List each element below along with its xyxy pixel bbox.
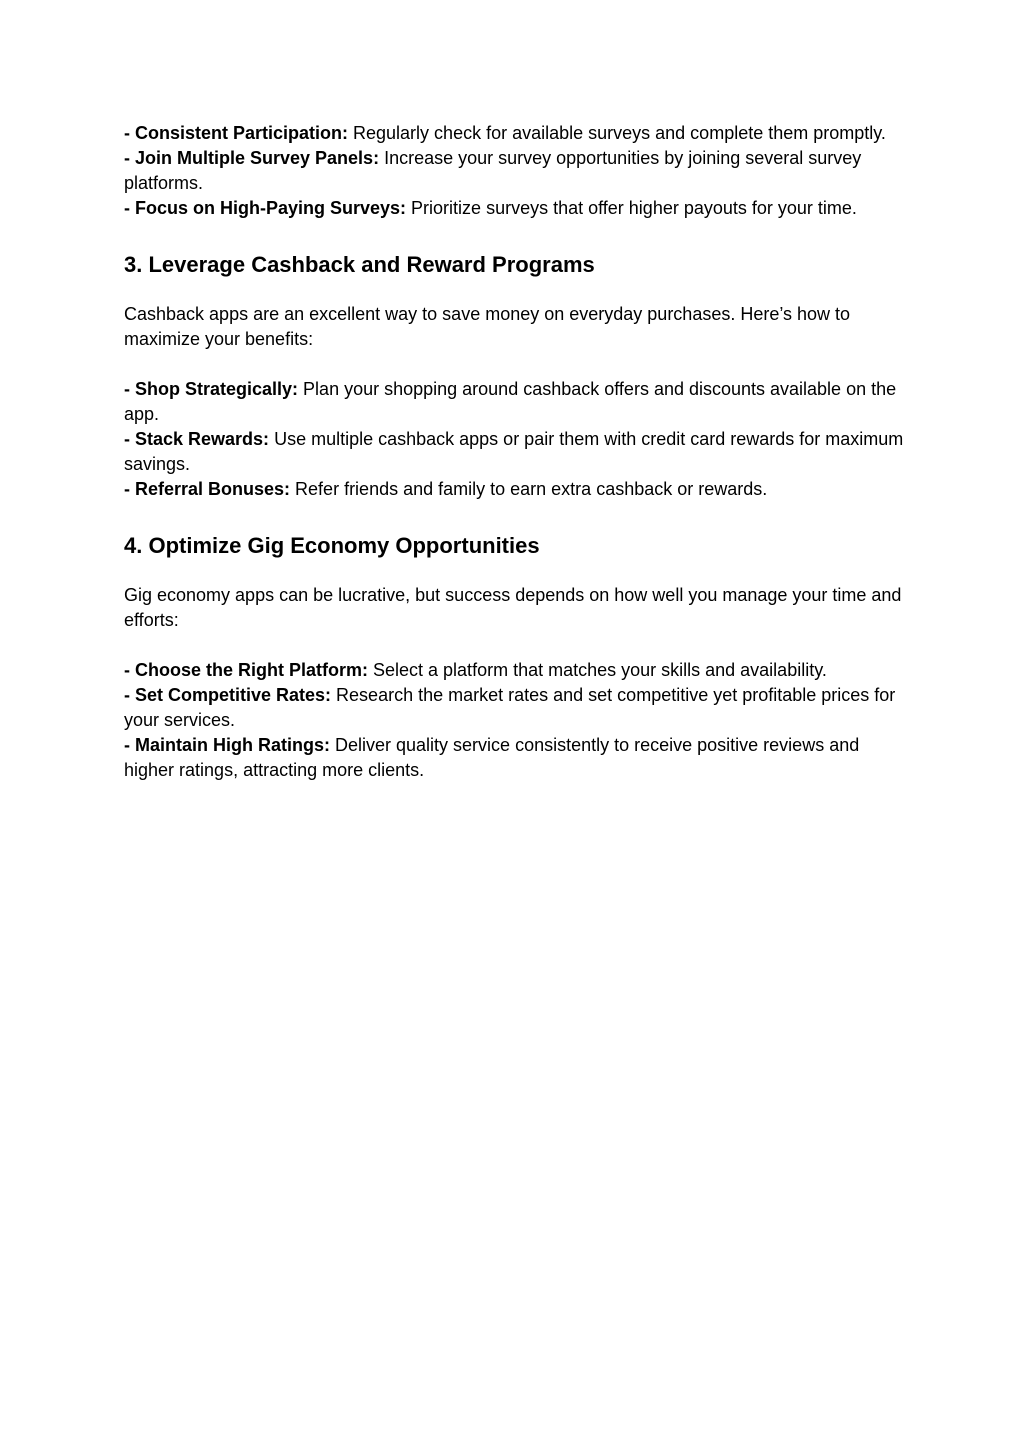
list-item-label: - Stack Rewards: <box>124 429 270 449</box>
list-item <box>124 146 914 196</box>
list-item-label: - Join Multiple Survey Panels: <box>124 148 380 168</box>
gig-tips-list <box>124 658 914 783</box>
list-item-text: Deliver quality service consistently to receive positive reviews and higher ratings, attracting more clients. <box>124 735 860 780</box>
list-item <box>124 121 914 146</box>
section-heading: 3. Leverage Cashback and Reward Programs <box>124 252 595 277</box>
list-item <box>124 377 914 427</box>
list-item <box>124 196 914 221</box>
document-page <box>124 121 914 783</box>
list-item-label: - Choose the Right Platform: <box>124 660 368 680</box>
section-heading: 4. Optimize Gig Economy Opportunities <box>124 533 540 558</box>
list-item-label: - Shop Strategically: <box>124 379 299 399</box>
list-item <box>124 427 914 477</box>
list-item-text: Plan your shopping around cashback offers and discounts available on the app. <box>124 379 897 424</box>
list-item-text: Select a platform that matches your skills and availability. <box>368 660 827 680</box>
cashback-tips-list <box>124 377 914 502</box>
survey-tips-list <box>124 121 914 221</box>
list-item <box>124 477 914 502</box>
list-item-label: - Consistent Participation: <box>124 123 349 143</box>
list-item-text: Research the market rates and set competitive yet profitable prices for your services. <box>124 685 896 730</box>
list-item-label: - Maintain High Ratings: <box>124 735 330 755</box>
list-item-text: Prioritize surveys that offer higher payouts for your time. <box>406 198 857 218</box>
list-item-label: - Focus on High-Paying Surveys: <box>124 198 407 218</box>
section-intro: Cashback apps are an excellent way to save money on everyday purchases. Here’s how to maximize your benefits: <box>124 304 851 349</box>
list-item-text: Increase your survey opportunities by joining several survey platforms. <box>124 148 862 193</box>
list-item <box>124 733 914 783</box>
list-item-text: Regularly check for available surveys and complete them promptly. <box>348 123 886 143</box>
list-item-label: - Set Competitive Rates: <box>124 685 332 705</box>
list-item-text: Use multiple cashback apps or pair them with credit card rewards for maximum savings. <box>124 429 904 474</box>
list-item-text: Refer friends and family to earn extra cashback or rewards. <box>290 479 768 499</box>
list-item <box>124 683 914 733</box>
section-intro: Gig economy apps can be lucrative, but success depends on how well you manage your time and efforts: <box>124 585 902 630</box>
list-item <box>124 658 914 683</box>
list-item-label: - Referral Bonuses: <box>124 479 291 499</box>
